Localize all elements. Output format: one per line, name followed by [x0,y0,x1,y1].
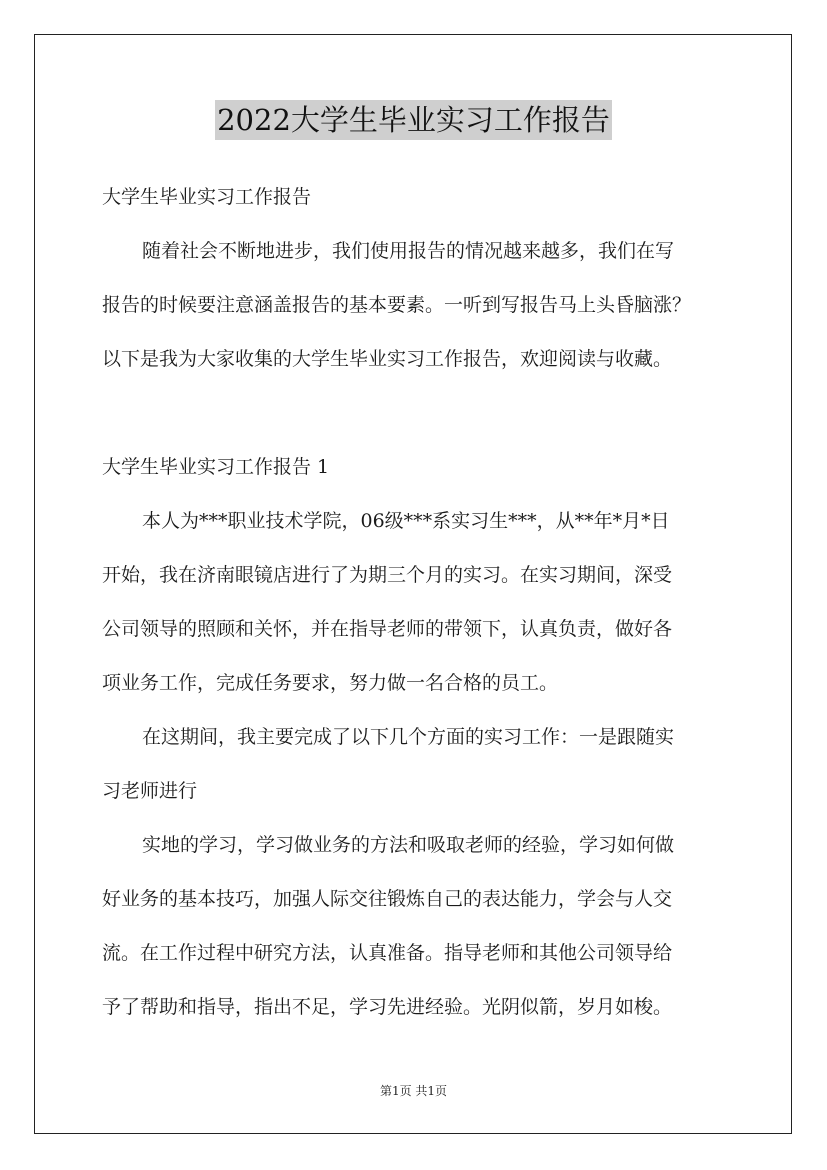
paragraph-line: 开始，我在济南眼镜店进行了为期三个月的实习。在实习期间，深受 [102,564,673,586]
subtitle: 大学生毕业实习工作报告 [102,186,312,208]
paragraph-line: 实地的学习，学习做业务的方法和吸取老师的经验，学习如何做 [142,834,675,856]
paragraph-line: 予了帮助和指导，指出不足，学习先进经验。光阴似箭，岁月如梭。 [102,996,673,1018]
title-container [0,100,827,140]
paragraph-line: 在这期间，我主要完成了以下几个方面的实习工作：一是跟随实 [142,726,675,748]
paragraph-line: 本人为***职业技术学院，06级***系实习生***，从**年*月*日 [142,510,670,532]
paragraph-line: 流。在工作过程中研究方法，认真准备。指导老师和其他公司领导给 [102,942,673,964]
paragraph-line: 习老师进行 [102,780,198,802]
paragraph-line: 好业务的基本技巧，加强人际交往锻炼自己的表达能力，学会与人交 [102,888,673,910]
document-body [102,170,732,1034]
spacer [102,386,732,440]
section-heading: 大学生毕业实习工作报告 1 [102,456,330,478]
document-title: 2022大学生毕业实习工作报告 [215,100,612,140]
intro-line: 报告的时候要注意涵盖报告的基本要素。一听到写报告马上头昏脑涨？ [102,294,692,316]
page-footer [0,1082,827,1100]
intro-line: 以下是我为大家收集的大学生毕业实习工作报告，欢迎阅读与收藏。 [102,348,673,370]
intro-line: 随着社会不断地进步，我们使用报告的情况越来越多，我们在写 [142,240,675,262]
paragraph-line: 项业务工作，完成任务要求，努力做一名合格的员工。 [102,672,559,694]
page-number: 第1页 共1页 [379,1084,448,1098]
paragraph-line: 公司领导的照顾和关怀，并在指导老师的带领下，认真负责，做好各 [102,618,673,640]
